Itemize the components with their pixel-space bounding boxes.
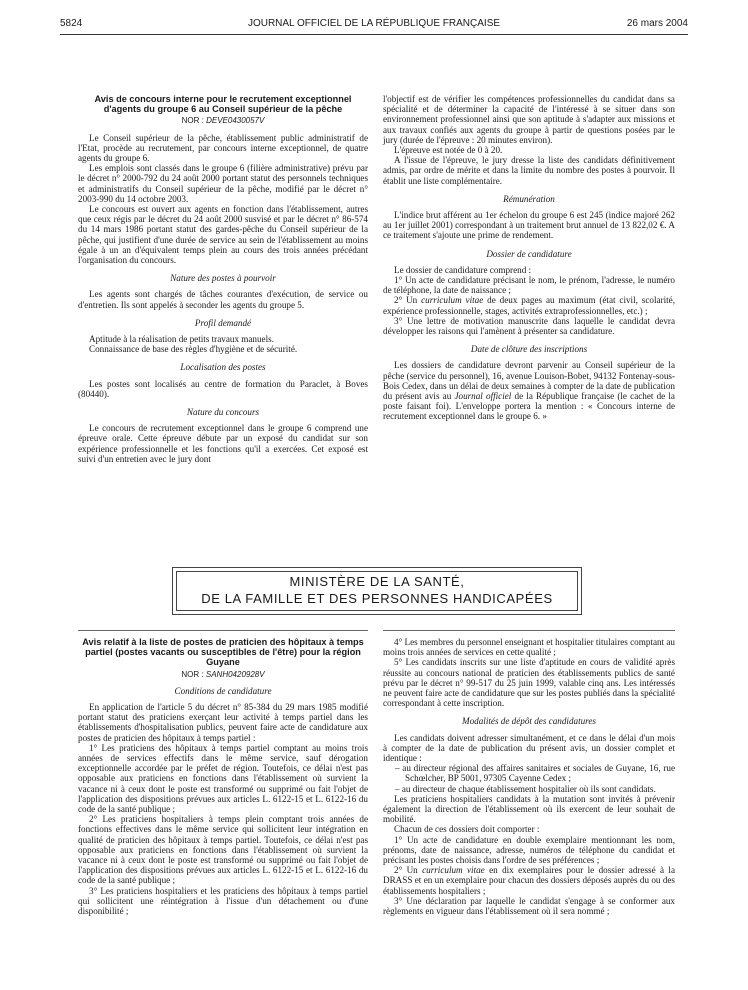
paragraph: l'objectif est de vérifier les compétences professionnelles du candidat dans sa spécialité et de déterminer la capacité de l'intéressé à se situer dans son environnement professionnel ainsi que son aptitude à s'adapter aux missions et aux travaux confiés aux agents du groupe à partir de questions posées par le jury (durée de l'épreuve : 20 minutes environ). xyxy=(383,94,675,145)
list-item: – au directeur de chaque établissement hospitalier où ils sont candidats. xyxy=(395,783,656,794)
paragraph xyxy=(383,865,675,896)
paragraph: Les candidats doivent adresser simultanément, et ce dans le délai d'un mois à compter de la date de publication du présent avis, un dossier complet et identique : xyxy=(383,732,675,764)
paragraph: Chacun de ces dossiers doit comporter : xyxy=(394,824,540,835)
paragraph: Connaissance de base des règles d'hygiène et de sécurité. xyxy=(89,344,298,355)
journal-title: JOURNAL OFFICIEL DE LA RÉPUBLIQUE FRANÇAISE xyxy=(247,18,501,29)
paragraph xyxy=(383,295,675,315)
paragraph: 4° Les membres du personnel enseignant et hospitalier titulaires comptant au moins trois années de services en cette qualité ; xyxy=(383,637,675,658)
emphasis: curriculum vitae xyxy=(422,865,485,876)
section-heading: Date de clôture des inscriptions xyxy=(470,344,588,355)
paragraph: Les emplois sont classés dans le groupe 6 (filière administrative) prévu par le décret n° 2000-792 du 24 août 2000 portant statut des personnels techniques et administratifs du Conseil supérieur de la pêche, modifié par le décret n° 2003-990 du 14 octobre 2003. xyxy=(78,163,368,204)
notice1-column2 xyxy=(383,94,675,422)
section-heading: Conditions de candidature xyxy=(174,685,272,696)
notice1-column1 xyxy=(78,94,368,464)
notice2-column1 xyxy=(78,637,368,916)
ministry-line1: MINISTÈRE DE LA SANTÉ, xyxy=(289,574,465,589)
notice1-nor xyxy=(78,116,368,126)
paragraph: Le dossier de candidature comprend : xyxy=(394,264,532,275)
text: Les dossiers de candidature devront parvenir au Conseil supérieur de la pêche (service du personnel), 16, avenue Louison-Bobet, 94132 Fontenay-sous-Bois Cedex, dans un délai de deux semaines à compter de la date de publication du présent avis au xyxy=(383,360,675,402)
paragraph: 5° Les candidats inscrits sur une liste d'aptitude en cours de validité après réussite au concours national de praticien des établissements publics de santé prévu par le décret n° 99-517 du 25 juin 1999, valable cinq ans. Les intéressés ne peuvent faire acte de candidature que sur les postes publiés dans la spécialité correspondant à cette inscription. xyxy=(383,657,675,709)
paragraph: Les praticiens hospitaliers candidats à la mutation sont invités à prévenir également la direction de l'établissement où ils exercent de leur souhait de mobilité. xyxy=(383,793,675,825)
nor-label: NOR : xyxy=(181,669,204,679)
nor-label: NOR : xyxy=(181,116,204,126)
notice1-title: Avis de concours interne pour le recrutement exceptionnel d'agents du groupe 6 au Conseil supérieur de la pêche xyxy=(94,94,352,115)
paragraph: Les postes sont localisés au centre de formation du Paraclet, à Boves (80440). xyxy=(78,378,368,399)
paragraph: 1° Les praticiens des hôpitaux à temps partiel comptant au moins trois années de services effectifs dans le même service, sauf dérogation exceptionnelle accordée par le préfet de région. Toutefois, ce délai n'est pas opposable aux praticiens en fonctions dans l'établissement où survient la vacance ni à ceux dont le poste est transformé ou supprimé ou fait l'objet de l'application des dispositions prévues aux articles L. 6122-15 et L. 6122-16 du code de la santé publique ; xyxy=(78,742,368,815)
notice2-nor xyxy=(78,670,368,680)
page-number: 5824 xyxy=(60,18,83,29)
ministry-heading xyxy=(176,571,578,611)
paragraph: Aptitude à la réalisation de petits travaux manuels. xyxy=(89,334,274,345)
section-heading: Rémunération xyxy=(503,193,555,204)
divider xyxy=(78,630,368,631)
divider xyxy=(383,630,675,631)
section-heading: Profil demandé xyxy=(194,317,252,328)
text: 2° Un xyxy=(394,295,422,306)
paragraph: L'épreuve est notée de 0 à 20. xyxy=(394,145,503,156)
text: 2° Un xyxy=(394,865,423,876)
page-header xyxy=(60,18,688,32)
paragraph: Le Conseil supérieur de la pêche, établissement public administratif de l'Etat, procède au recrutement, par concours interne exceptionnel, de quatre agents du groupe 6. xyxy=(78,132,368,164)
paragraph: Le concours de recrutement exceptionnel dans le groupe 6 comprend une épreuve orale. Cette épreuve débute par un exposé du candidat sur son expérience professionnelle et les fonctions qu'il a exercées. Cet exposé est suivi d'un entretien avec le jury dont xyxy=(78,423,368,464)
paragraph: 3° Les praticiens hospitaliers et les praticiens des hôpitaux à temps partiel qui sollicitent une réintégration à l'issue d'un détachement ou d'une disponibilité ; xyxy=(78,885,368,917)
section-heading: Localisation des postes xyxy=(180,362,266,373)
notice2-column2 xyxy=(383,637,675,916)
list-item: – au directeur régional des affaires sanitaires et sociales de Guyane, 16, rue Schœlcher, BP 5001, 97305 Cayenne Cedex ; xyxy=(395,763,675,784)
paragraph: Les agents sont chargés de tâches courantes d'exécution, de service ou d'entretien. Ils sont appelés à seconder les agents du groupe 5. xyxy=(78,289,368,310)
nor-value: SANH0420928V xyxy=(205,669,265,679)
section-heading: Dossier de candidature xyxy=(486,248,572,259)
emphasis: curriculum vitae xyxy=(421,295,484,306)
paragraph: A l'issue de l'épreuve, le jury dresse la liste des candidats définitivement admis, par ordre de mérite et dans la limite du nombre des postes à pourvoir. Il établit une liste complémentaire. xyxy=(383,155,675,186)
paragraph: 3° Une lettre de motivation manuscrite dans laquelle le candidat devra développer les raisons qui l'amènent à présenter sa candidature. xyxy=(383,315,675,337)
section-heading: Nature du concours xyxy=(186,407,260,418)
header-rule xyxy=(60,34,688,35)
notice2-title: Avis relatif à la liste de postes de praticien des hôpitaux à temps partiel (postes vacants ou susceptibles de l'être) pour la région Guyane xyxy=(82,637,364,668)
text: de deux pages au maximum (état civil, scolarité, expérience professionnelle, stages, activités extraprofessionnelles, etc.) ; xyxy=(383,295,675,316)
section-heading: Modalités de dépôt des candidatures xyxy=(462,716,596,727)
paragraph: 1° Un acte de candidature précisant le nom, le prénom, l'adresse, le numéro de téléphone, la date de naissance ; xyxy=(383,275,675,296)
paragraph xyxy=(383,360,675,421)
paragraph: En application de l'article 5 du décret n° 85-384 du 29 mars 1985 modifié portant statut des praticiens exerçant leur activité à temps partiel dans les établissements d'hospitalisation publics, peuvent faire acte de candidature aux postes de praticien des hôpitaux à temps partiel : xyxy=(78,702,368,743)
emphasis: Journal officiel xyxy=(454,391,512,402)
ministry-line2: DE LA FAMILLE ET DES PERSONNES HANDICAPÉES xyxy=(201,591,553,606)
nor-value: DEVE0430057V xyxy=(206,116,265,126)
section-heading: Nature des postes à pourvoir xyxy=(170,273,276,284)
paragraph: 3° Une déclaration par laquelle le candidat s'engage à se conformer aux règlements en vigueur dans l'établissement où il sera nommé ; xyxy=(383,895,675,917)
text: de la République française (le cachet de la poste faisant foi). L'enveloppe portera la mention : « Concours interne de recrutement exceptionnel dans le groupe 6. » xyxy=(383,391,675,422)
issue-date: 26 mars 2004 xyxy=(626,18,688,29)
paragraph: 2° Les praticiens hospitaliers à temps plein comptant trois années de fonctions effectives dans le même service qui sollicitent leur intégration en qualité de praticien des hôpitaux à temps partiel. Toutefois, ce délai n'est pas opposable aux praticiens en fonctions dans l'établissement où survient la vacance ni à ceux dont le poste est transformé ou supprimé ou fait l'objet de l'application des dispositions prévues aux articles L. 6122-15 et L. 6122-16 du code de la santé publique ; xyxy=(78,814,368,886)
paragraph: L'indice brut afférent au 1er échelon du groupe 6 est 245 (indice majoré 262 au 1er juillet 2001) correspondant à un traitement brut annuel de 13 822,02 €. A ce traitement s'ajoute une prime de rendement. xyxy=(383,210,675,241)
text: en dix exemplaires pour le dossier adressé à la DRASS et en un exemplaire pour chacun des dossiers déposés auprès du ou des établissements hospitaliers ; xyxy=(383,865,675,896)
ministry-heading-box xyxy=(172,567,582,615)
paragraph: Le concours est ouvert aux agents en fonction dans l'établissement, autres que ceux régis par le décret du 24 août 2000 susvisé et par le décret n° 86-574 du 14 mars 1986 portant statut des gardes-pêche du Conseil supérieur de la pêche, qui justifient d'une durée de service au sein de l'établissement au moins égale à un an d'équivalent temps plein au cours des trois années précédant l'organisation du concours. xyxy=(78,204,368,266)
paragraph: 1° Un acte de candidature en double exemplaire mentionnant les nom, prénoms, date de naissance, adresse, numéros de téléphone du candidat et précisant les postes choisis dans l'ordre de ses préférences ; xyxy=(383,834,675,866)
